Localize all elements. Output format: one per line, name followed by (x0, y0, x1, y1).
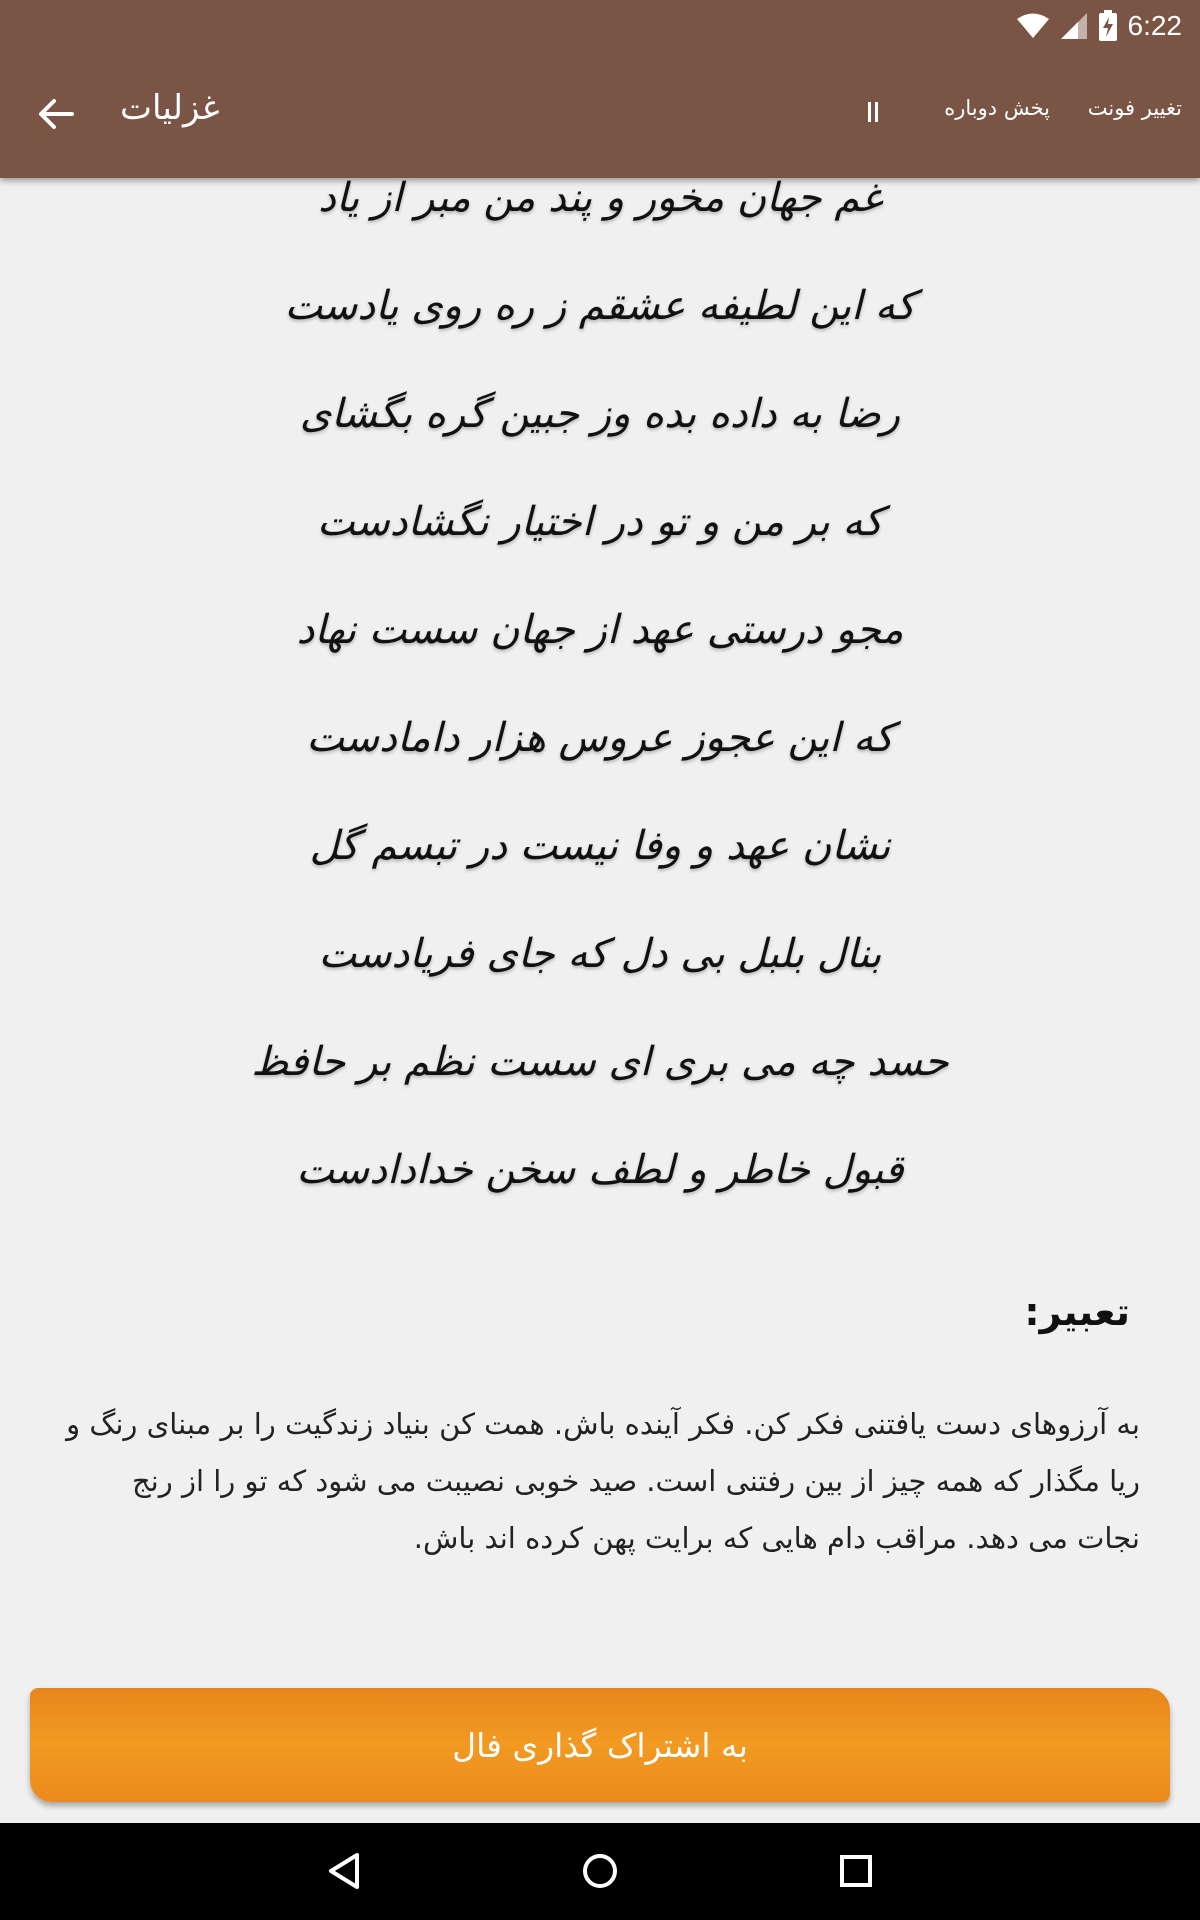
status-time: 6:22 (1127, 10, 1182, 41)
poem (0, 178, 1200, 1224)
poem-verse: نشان عهد و وفا نیست در تبسم گل (309, 823, 891, 869)
navigation-bar (0, 1823, 1200, 1920)
status-bar (0, 0, 1200, 50)
nav-home-button[interactable] (570, 1841, 630, 1901)
circle-home-icon (581, 1852, 619, 1890)
pause-icon (868, 102, 871, 122)
poem-verse: غم جهان مخور و پند من مبر از یاد (318, 178, 882, 221)
app-bar (0, 0, 1200, 178)
poem-verse: که این لطیفه عشقم ز ره روی یادست (284, 283, 916, 329)
page-title: غزلیات (120, 88, 220, 128)
pause-icon-bar (875, 102, 878, 122)
replay-button[interactable]: پخش دوباره (944, 96, 1050, 120)
back-button[interactable] (26, 84, 86, 144)
poem-verse: قبول خاطر و لطف سخن خدادادست (296, 1147, 904, 1193)
poem-verse: که این عجوز عروس هزار دامادست (306, 715, 894, 761)
triangle-back-icon (327, 1852, 361, 1890)
toolbar (0, 50, 1200, 178)
battery-charging-icon (1098, 10, 1118, 42)
square-recents-icon (839, 1854, 873, 1888)
arrow-back-icon (38, 98, 74, 130)
poem-verse: که بر من و تو در اختیار نگشادست (317, 499, 883, 545)
pause-button[interactable] (868, 102, 882, 124)
wifi-icon (1016, 12, 1050, 40)
share-fortune-button[interactable]: به اشتراک گذاری فال (30, 1688, 1170, 1802)
nav-recents-button[interactable] (826, 1841, 886, 1901)
interpretation-text: به آرزوهای دست یافتنی فکر کن. فکر آینده باش. همت کن بنیاد زندگیت را بر مبنای رنگ و ریا مگذار که همه چیز از بین رفتنی است. صید خوبی نصیبت می شود که تو را از رنج نجات می دهد. مراقب دام هایی که برایت پهن کرده اند باش. (66, 1407, 1140, 1555)
poem-verse: حسد چه می بری ای سست نظم بر حافظ (251, 1039, 949, 1085)
interpretation-heading: تعبیر: (1024, 1290, 1130, 1334)
poem-verse: بنال بلبل بی دل که جای فریادست (318, 931, 882, 977)
poem-verse: رضا به داده بده وز جبین گره بگشای (299, 391, 901, 437)
status-icons (1016, 8, 1183, 44)
nav-back-button[interactable] (314, 1841, 374, 1901)
poem-verse: مجو درستی عهد از جهان سست نهاد (296, 607, 904, 653)
change-font-button[interactable]: تغییر فونت (1087, 96, 1182, 120)
signal-icon (1060, 12, 1088, 40)
content-scroll-area[interactable] (0, 178, 1200, 1823)
